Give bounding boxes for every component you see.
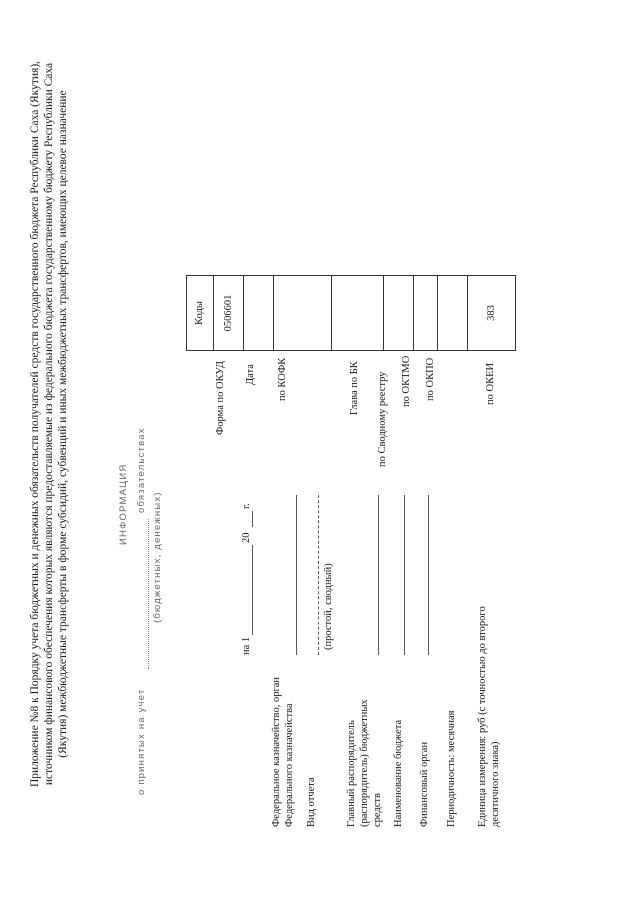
date-code-cell: [243, 276, 273, 350]
manager-field-line: [378, 495, 379, 655]
okud-label: Форма по ОКУД: [215, 361, 226, 435]
obligation-types-hint: (бюджетных, денежных): [152, 491, 163, 623]
codes-header: Коды: [194, 301, 205, 325]
glava-label: Глава по БК: [349, 361, 360, 415]
report-type-hint: (простой, сводный): [323, 563, 334, 650]
title-about-suffix: обязательствах: [136, 427, 147, 513]
budget-name-field-line: [404, 495, 405, 655]
registry-code-cell: [383, 276, 413, 350]
manager-label-3: средств: [372, 793, 383, 827]
obligation-type-blank: [148, 519, 149, 669]
glava-code-cell: [331, 276, 383, 350]
treasury-field-line: [296, 495, 297, 655]
treasury-label-2: Федерального казначейства: [284, 703, 295, 827]
oktmo-label: по ОКТМО: [401, 355, 412, 407]
okpo-code-cell: [437, 276, 467, 350]
okpo-label: по ОКПО: [425, 357, 436, 401]
codes-table: [186, 275, 516, 351]
manager-label-1: Главный распорядитель: [346, 720, 357, 827]
report-type-label: Вид отчета: [306, 777, 317, 827]
treasury-label-1: Федеральное казначейство, орган: [271, 676, 282, 827]
period-label: Периодичность: месячная: [446, 710, 457, 827]
fin-body-label: Финансовый орган: [419, 741, 430, 827]
date-year-suffix: г.: [241, 503, 252, 509]
header-line-3: (Якутия) межбюджетные трансферты в форме субсидий, субвенций и иных межбюджетных трансфертов, имеющих целевое назначение: [57, 90, 69, 758]
kofk-label: по КОФК: [277, 357, 288, 401]
date-code-label: Дата: [245, 364, 256, 385]
fin-body-field-line: [428, 495, 429, 655]
date-on-label: на 1: [241, 636, 252, 655]
date-year-prefix: 20: [241, 532, 252, 543]
header-line-2: источником финансового обеспечения которых являются предоставляемые из федерального бюджета государственному бюджету Республики Саха: [43, 62, 55, 786]
date-year-blank: [252, 511, 253, 527]
okei-label: по ОКЕИ: [485, 362, 496, 405]
report-type-field-line: [318, 495, 319, 655]
manager-label-2: (распорядитель) бюджетных: [359, 699, 370, 827]
document-title: ИНФОРМАЦИЯ: [118, 463, 129, 545]
okei-code-cell: 383: [467, 276, 515, 350]
registry-label: по Сводному реестру: [377, 371, 388, 467]
header-line-1: Приложение №8 к Порядку учета бюджетных и денежных обязательств получателей средств государственного бюджета Республики Саха (Якутия),: [29, 60, 41, 788]
appendix-header: [28, 39, 70, 809]
budget-name-label: Наименование бюджета: [393, 719, 404, 827]
unit-label-1: Единица измерения: руб (с точностью до второго: [477, 606, 488, 827]
unit-label-2: десятичного знака): [490, 741, 501, 827]
okud-code-cell: 0506601: [213, 276, 243, 350]
oktmo-code-cell: [413, 276, 437, 350]
date-day-month-blank: [252, 545, 253, 635]
kofk-code-cell: [273, 276, 331, 350]
title-about-prefix: о принятых на учет: [136, 688, 147, 795]
